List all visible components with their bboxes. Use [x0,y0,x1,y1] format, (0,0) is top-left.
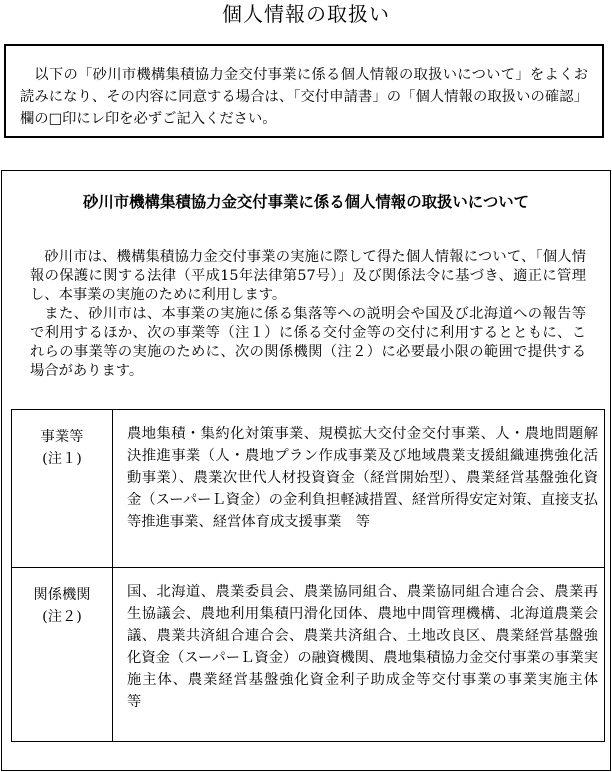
section-heading: 砂川市機構集積協力金交付事業に係る個人情報の取扱いについて [82,193,530,211]
policy-paragraph-provision: また、砂川市は、本事業の実施に係る集落等への説明会や国及び北海道への報告等で利用するほか、次の事業等（注１）に係る交付金等の交付に利用するとともに、これらの事業等の実施のために、次の関係機関（注２）に必要最小限の範囲で提供する場合があります。 [30,306,586,379]
info-table [11,409,612,742]
agencies-label: 関係機関 [33,587,91,603]
table-label-cell [12,568,113,742]
programs-note-label: (注１) [42,451,82,467]
page-title: 個人情報の取扱い [222,2,390,26]
programs-label: 事業等 [40,429,84,445]
policy-body [30,248,586,381]
consent-notice-box [4,44,604,138]
table-row-programs [12,410,605,568]
table-row-agencies [12,568,605,742]
table-label-cell [12,410,113,568]
privacy-policy-section [1,170,611,771]
policy-paragraph-usage: 砂川市は、機構集積協力金交付事業の実施に際して得た個人情報について、「個人情報の保護に関する法律（平成15年法律第57号）」及び関係法令に基づき、適正に管理し、本事業の実施のために利用します。 [30,249,586,303]
agencies-list: 国、北海道、農業委員会、農業協同組合、農業協同組合連合会、農業再生協議会、農地利用集積円滑化団体、農地中間管理機構、北海道農業会議、農業共済組合連合会、農業共済組合、土地改良区、農業経営基盤強化資金（スーパーＬ資金）の融資機関、農地集積協力金交付事業の事業実施主体、農業経営基盤強化資金利子助成金等交付事業の事業実施主体 等 [113,568,605,742]
agencies-note-label: (注２) [42,609,82,625]
programs-list: 農地集積・集約化対策事業、規模拡大交付金交付事業、人・農地問題解決推進事業（人・農地プラン作成事業及び地域農業支援組織連携強化活動事業）、農業次世代人材投資資金（経営開始型）、農業経営基盤強化資金（スーパーＬ資金）の金利負担軽減措置、経営所得安定対策、直接支払等推進事業、経営体育成支援事業 等 [113,410,605,568]
consent-notice-text: 以下の「砂川市機構集積協力金交付事業に係る個人情報の取扱いについて」をよくお読みになり、その内容に同意する場合は、「交付申請書」の「個人情報の取扱いの確認」欄の□印にレ印を必ずご記入ください。 [20,67,588,127]
